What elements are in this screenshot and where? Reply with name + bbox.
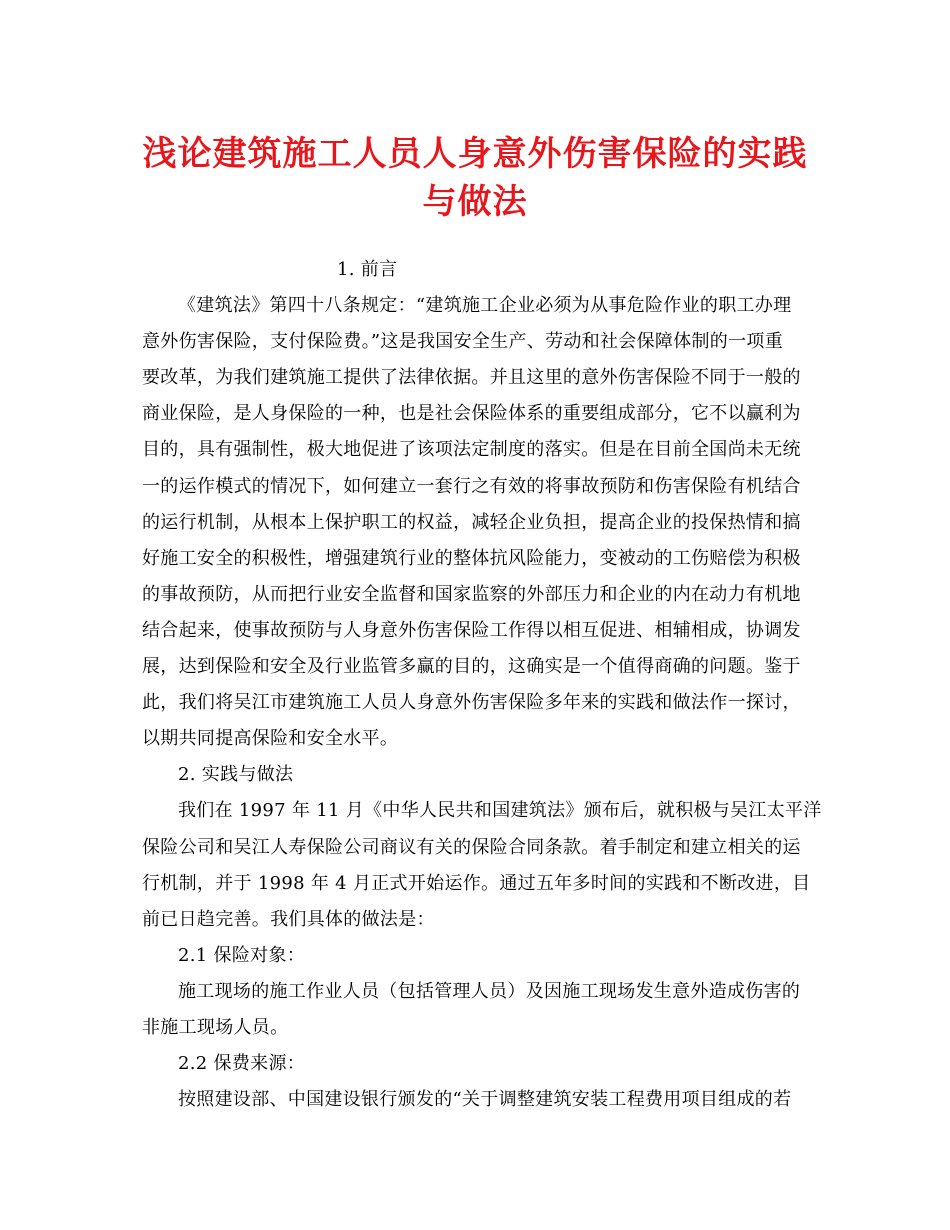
paragraph-line: 商业保险，是人身保险的一种，也是社会保险体系的重要组成部分，它不以赢利为 (142, 403, 801, 425)
paragraph-line: 的运行机制，从根本上保护职工的权益，减轻企业负担，提高企业的投保热情和搞 (142, 511, 801, 533)
paragraph-line: 结合起来，使事故预防与人身意外伤害保险工作得以相互促进、相辅相成，协调发 (142, 619, 801, 641)
paragraph-line: 行机制，并于 1998 年 4 月正式开始运作。通过五年多时间的实践和不断改进，目 (142, 872, 811, 894)
paragraph-line: 以期共同提高保险和安全水平。 (142, 728, 399, 750)
section-heading: 1. 前言 (337, 259, 398, 280)
paragraph-line: 前已日趋完善。我们具体的做法是： (142, 908, 435, 930)
paragraph-line: 保险公司和吴江人寿保险公司商议有关的保险合同条款。着手制定和建立相关的运 (142, 836, 801, 858)
paragraph-line: 意外伤害保险，支付保险费。”这是我国安全生产、劳动和社会保障体制的一项重 (142, 331, 783, 353)
subsection-heading: 2.2 保费来源： (178, 1053, 306, 1075)
paragraph-line: 按照建设部、中国建设银行颁发的“关于调整建筑安装工程费用项目组成的若 (178, 1089, 792, 1111)
paragraph-line: 好施工安全的积极性，增强建筑行业的整体抗风险能力，变被动的工伤赔偿为积极 (142, 547, 801, 569)
subsection-heading: 2.1 保险对象： (178, 944, 306, 966)
paragraph-line: 施工现场的施工作业人员（包括管理人员）及因施工现场发生意外造成伤害的 (178, 980, 801, 1002)
document-title (120, 130, 830, 226)
paragraph-line: 一的运作模式的情况下，如何建立一套行之有效的将事故预防和伤害保险有机结合 (142, 475, 801, 497)
section-heading: 2. 实践与做法 (178, 764, 294, 786)
paragraph-line: 非施工现场人员。 (142, 1016, 289, 1038)
paragraph-line: 要改革，为我们建筑施工提供了法律依据。并且这里的意外伤害保险不同于一般的 (142, 367, 801, 389)
title-line-2: 与做法 (422, 182, 528, 222)
document-body (142, 252, 822, 1118)
title-line-1: 浅论建筑施工人员人身意外伤害保险的实践 (142, 134, 808, 174)
paragraph-line: 目的，具有强制性，极大地促进了该项法定制度的落实。但是在目前全国尚未无统 (142, 439, 801, 461)
paragraph-line: 我们在 1997 年 11 月《中华人民共和国建筑法》颁布后，就积极与吴江太平洋 (178, 800, 822, 822)
paragraph-line: 展，达到保险和安全及行业监管多赢的目的，这确实是一个值得商确的问题。鉴于 (142, 656, 801, 678)
paragraph-line: 此，我们将吴江市建筑施工人员人身意外伤害保险多年来的实践和做法作一探讨， (142, 692, 801, 714)
paragraph-line: 《建筑法》第四十八条规定：“建筑施工企业必须为从事危险作业的职工办理 (178, 295, 792, 317)
paragraph-line: 的事故预防，从而把行业安全监督和国家监察的外部压力和企业的内在动力有机地 (142, 583, 801, 605)
